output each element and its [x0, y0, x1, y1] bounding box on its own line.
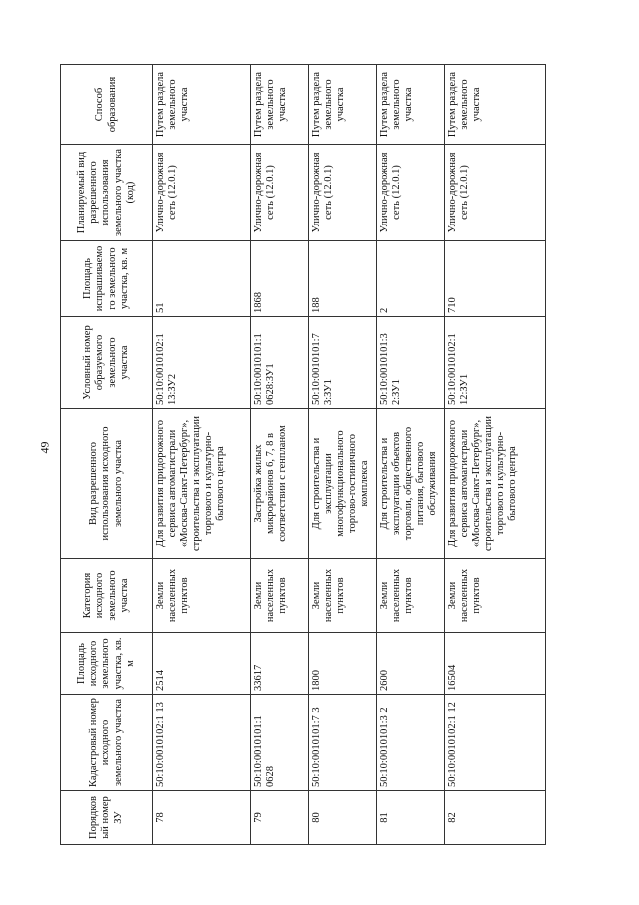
header-cell: Условный номер образуемого земельного участка: [61, 317, 153, 409]
cell-new-num: 50:10:0010102:1 13:ЗУ2: [153, 317, 251, 409]
rotated-table-container: [60, 65, 545, 845]
cell-num: 80: [309, 791, 377, 845]
cell-category: Земли населенных пунктов: [309, 559, 377, 633]
cell-method: Путем раздела земельного участка: [377, 65, 445, 145]
cell-area-new: 710: [445, 241, 546, 317]
cell-area-new: 2: [377, 241, 445, 317]
header-cell: Планируемый вид разрешенного использования земельного участка (код): [61, 145, 153, 241]
cell-cadastral: 50:10:0010101:1 0628: [251, 695, 309, 791]
cell-num: 78: [153, 791, 251, 845]
table-row: [309, 65, 377, 845]
cell-category: Земли населенных пунктов: [377, 559, 445, 633]
table-row: [377, 65, 445, 845]
cell-cadastral: 50:10:0010102:1 12: [445, 695, 546, 791]
cell-num: 79: [251, 791, 309, 845]
page-number: 49: [37, 441, 52, 454]
cell-category: Земли населенных пунктов: [153, 559, 251, 633]
cell-area-src: 33617: [251, 633, 309, 695]
cell-area-src: 2600: [377, 633, 445, 695]
cell-category: Земли населенных пунктов: [251, 559, 309, 633]
header-cell: Порядковый номер ЗУ: [61, 791, 153, 845]
cell-new-num: 50:10:0010101:3 2:ЗУ1: [377, 317, 445, 409]
cell-use-src: Для развития придорожного сервиса автомагистрали «Москва-Санкт-Петербург», строительства и эксплуатации торгового и культурно-бытового центра: [153, 409, 251, 559]
cell-cadastral: 50:10:0010101:3 2: [377, 695, 445, 791]
cell-use-new: Улично-дорожная сеть (12.0.1): [153, 145, 251, 241]
cell-area-new: 1868: [251, 241, 309, 317]
cell-use-new: Улично-дорожная сеть (12.0.1): [309, 145, 377, 241]
header-cell: Кадастровый номер исходного земельного участка: [61, 695, 153, 791]
cell-num: 81: [377, 791, 445, 845]
cell-use-src: Застройка жилых микрорайонов 6, 7, 8 в соответствии с генпланом: [251, 409, 309, 559]
cell-cadastral: 50:10:0010101:7 3: [309, 695, 377, 791]
header-cell: Площадь исходного земельного участка, кв. м: [61, 633, 153, 695]
header-cell: Способ образования: [61, 65, 153, 145]
table-row: [251, 65, 309, 845]
header-cell: Категория исходного земельного участка: [61, 559, 153, 633]
cell-new-num: 50:10:0010102:1 12:ЗУ1: [445, 317, 546, 409]
header-cell: Площадь испрашиваемого земельного участка, кв. м: [61, 241, 153, 317]
cell-area-new: 188: [309, 241, 377, 317]
land-plot-table: [60, 64, 546, 845]
header-cell: Вид разрешенного использования исходного земельного участка: [61, 409, 153, 559]
cell-new-num: 50:10:0010101:1 0628:ЗУ1: [251, 317, 309, 409]
table-row: [445, 65, 546, 845]
cell-num: 82: [445, 791, 546, 845]
cell-use-new: Улично-дорожная сеть (12.0.1): [377, 145, 445, 241]
cell-area-src: 2514: [153, 633, 251, 695]
cell-use-new: Улично-дорожная сеть (12.0.1): [251, 145, 309, 241]
cell-method: Путем раздела земельного участка: [309, 65, 377, 145]
cell-method: Путем раздела земельного участка: [153, 65, 251, 145]
table-header-row: [61, 65, 153, 845]
cell-cadastral: 50:10:0010102:1 13: [153, 695, 251, 791]
cell-method: Путем раздела земельного участка: [251, 65, 309, 145]
cell-use-new: Улично-дорожная сеть (12.0.1): [445, 145, 546, 241]
cell-use-src: Для строительства и эксплуатации объектов торговли, общественного питания, бытового обслуживания: [377, 409, 445, 559]
cell-method: Путем раздела земельного участка: [445, 65, 546, 145]
cell-area-src: 16504: [445, 633, 546, 695]
table-row: [153, 65, 251, 845]
cell-use-src: Для строительства и эксплуатации многофункционального торгово-гостиничного комплекса: [309, 409, 377, 559]
cell-area-new: 51: [153, 241, 251, 317]
cell-new-num: 50:10:0010101:7 3:ЗУ1: [309, 317, 377, 409]
cell-category: Земли населенных пунктов: [445, 559, 546, 633]
cell-use-src: Для развития придорожного сервиса автомагистрали «Москва-Санкт-Петербург», строительства и эксплуатации торгового и культурно-бытового центра: [445, 409, 546, 559]
cell-area-src: 1800: [309, 633, 377, 695]
